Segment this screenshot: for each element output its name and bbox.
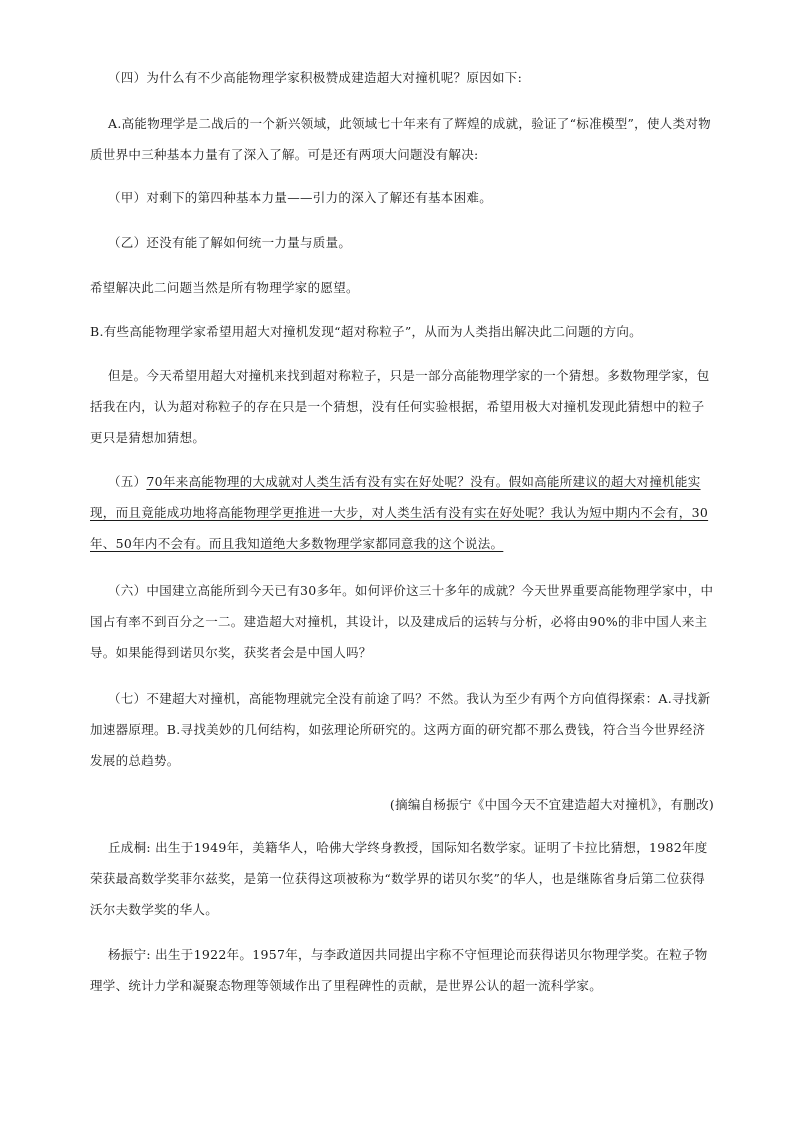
paragraph-six: （六）中国建立高能所到今天已有30多年。如何评价这三十多年的成就？今天世界重要高能物理学家中，中国占有率不到百分之一二。建造超大对撞机，其设计，以及建成后的运转与分析，必将由90%的非中国人来主导。如果能得到诺贝尔奖，获奖者会是中国人吗？: [90, 583, 714, 660]
paragraph-hope: 希望解决此二问题当然是所有物理学家的愿望。: [90, 280, 359, 295]
paragraph-five-prefix: （五）: [108, 474, 147, 489]
underlined-passage: 70年来高能物理的大成就对人类生活有没有实在好处呢？没有。假如高能所建议的超大对撞机能实现，而且竟能成功地将高能物理学更推进一大步，对人类生活有没有实在好处呢？我认为短中期内不会有，30年、50年内不会有。而且我知道绝大多数物理学家都同意我的这个说法。: [90, 474, 709, 551]
source-citation: (摘编自杨振宁《中国今天不宜建造超大对撞机》，有删改): [389, 797, 714, 812]
paragraph-seven: （七）不建超大对撞机，高能物理就完全没有前途了吗？不然。我认为至少有两个方向值得探索：A.寻找新加速器原理。B.寻找美妙的几何结构，如弦理论所研究的。这两方面的研究都不那么费钱，符合当今世界经济发展的总趋势。: [90, 691, 711, 768]
bio-yang-zhenning: 杨振宁: 出生于1922年。1957年，与李政道因共同提出宇称不守恒理论而获得诺贝尔物理学奖。在粒子物理学、统计力学和凝聚态物理等领域作出了里程碑性的贡献，是世界公认的超一流科学家。: [90, 947, 708, 993]
paragraph-four: （四）为什么有不少高能物理学家积极赞成建造超大对撞机呢？原因如下:: [108, 70, 523, 85]
paragraph-yi: （乙）还没有能了解如何统一力量与质量。: [108, 235, 352, 250]
paragraph-a: A.高能物理学是二战后的一个新兴领域，此领域七十年来有了辉煌的成就，验证了“标准模型”，使人类对物质世界中三种基本力量有了深入了解。可是还有两项大问题没有解决:: [90, 116, 711, 162]
bio-qiu-chengtong: 丘成桐: 出生于1949年，美籍华人，哈佛大学终身教授，国际知名数学家。证明了卡拉比猜想，1982年度荣获最高数学奖菲尔兹奖，是第一位获得这项被称为“数学界的诺贝尔奖”的华人，也是继陈省身后第二位获得沃尔夫数学奖的华人。: [90, 840, 708, 917]
paragraph-five: [90, 466, 714, 559]
paragraph-but: 但是。今天希望用超大对撞机来找到超对称粒子，只是一部分高能物理学家的一个猜想。多数物理学家，包括我在内，认为超对称粒子的存在只是一个猜想，没有任何实验根据，希望用极大对撞机发现此猜想中的粒子更只是猜想加猜想。: [90, 368, 710, 445]
paragraph-jia: （甲）对剩下的第四种基本力量——引力的深入了解还有基本困难。: [108, 190, 493, 205]
paragraph-b: B.有些高能物理学家希望用超大对撞机发现“超对称粒子”，从而为人类指出解决此二问题的方向。: [90, 324, 642, 339]
